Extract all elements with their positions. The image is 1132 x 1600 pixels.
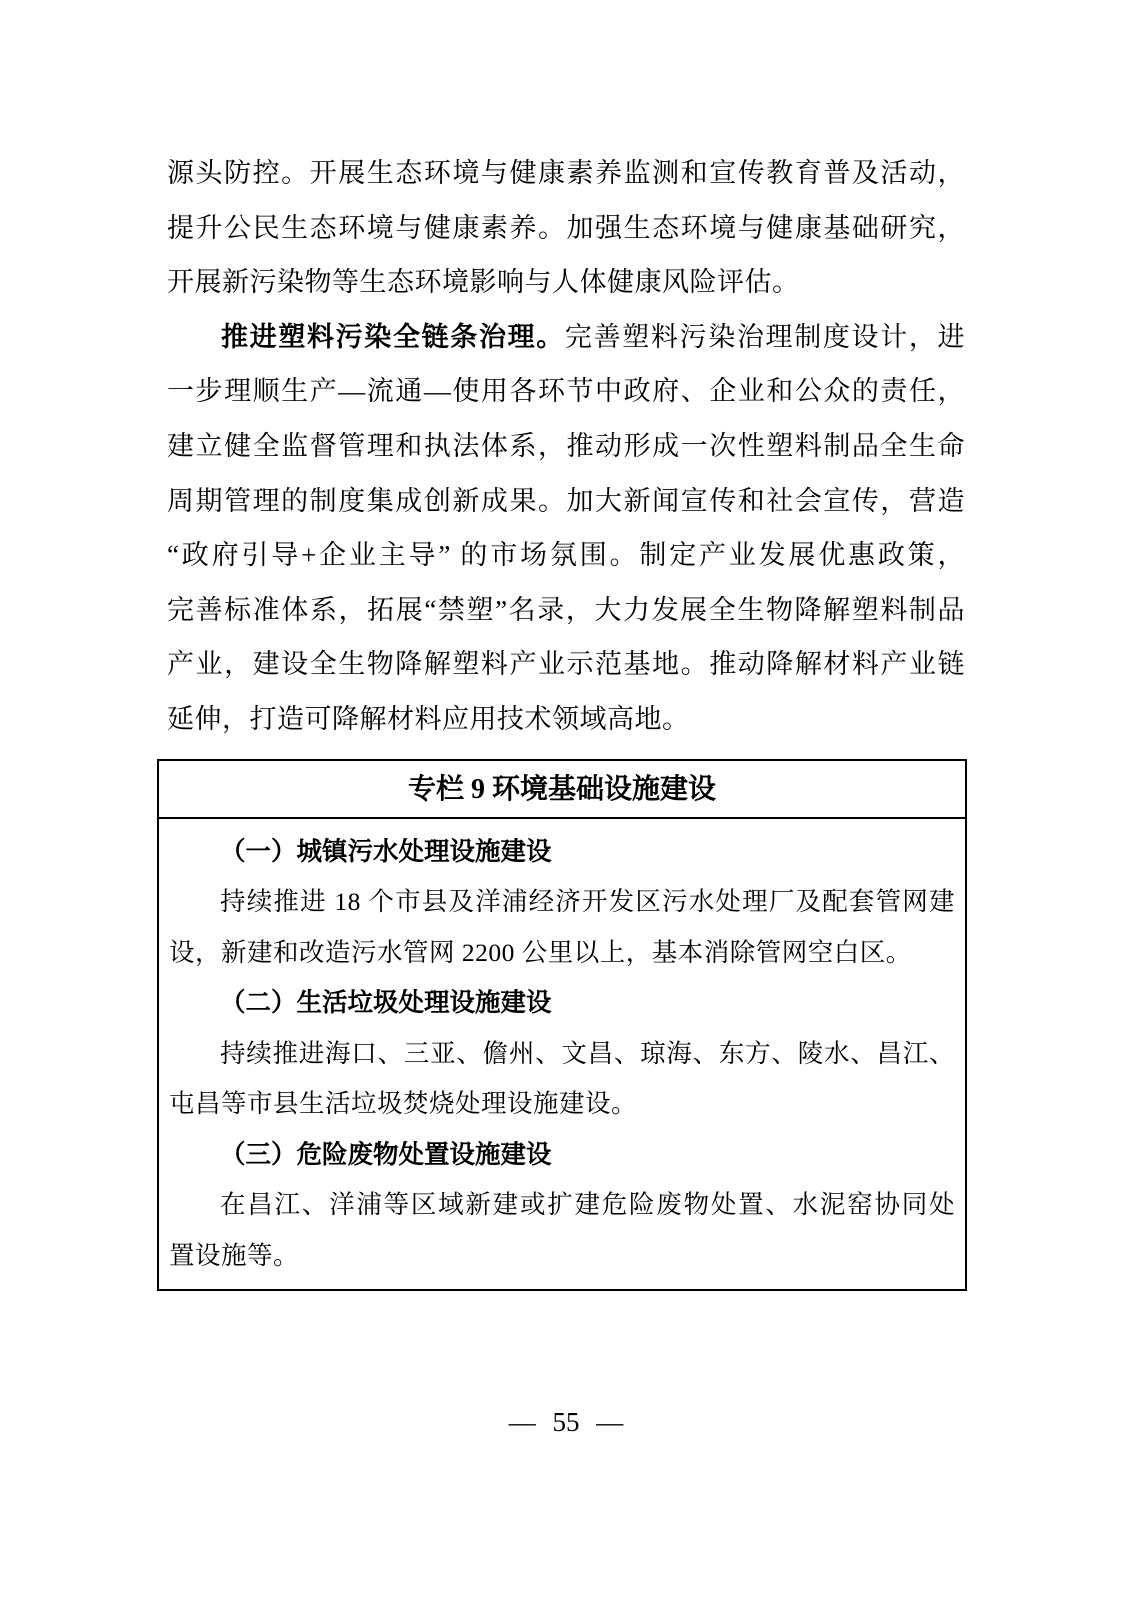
- box-text-line: 持续推进 18 个市县及洋浦经济开发区污水处理厂及配套管网建: [220, 887, 955, 917]
- page-number: — 55 —: [508, 1407, 624, 1437]
- body-text-line: “政府引导+企业主导” 的市场氛围。制定产业发展优惠政策，: [167, 540, 965, 571]
- body-text-line: 建立健全监督管理和执法体系，推动形成一次性塑料制品全生命: [167, 430, 965, 461]
- paragraph-bold-lead: 推进塑料污染全链条治理。: [221, 321, 565, 352]
- page-content: [167, 146, 965, 1291]
- body-text-line: 提升公民生态环境与健康素养。加强生态环境与健康基础研究，: [167, 212, 965, 243]
- box-section-heading: （三）危险废物处置设施建设: [220, 1139, 552, 1169]
- feature-box: [157, 759, 967, 1292]
- box-text-line: 持续推进海口、三亚、儋州、文昌、琼海、东方、陵水、昌江、: [220, 1038, 955, 1068]
- body-text-line: 延伸，打造可降解材料应用技术领域高地。: [167, 703, 690, 734]
- body-text-line: [167, 310, 965, 365]
- box-text-line: 置设施等。: [169, 1240, 300, 1270]
- body-text-line: 周期管理的制度集成创新成果。加大新闻宣传和社会宣传，营造: [167, 485, 965, 516]
- feature-box-title: 专栏 9 环境基础设施建设: [159, 761, 965, 819]
- body-text-line: 开展新污染物等生态环境影响与人体健康风险评估。: [167, 267, 800, 298]
- box-section-heading: （二）生活垃圾处理设施建设: [220, 988, 552, 1018]
- paragraph-lead-rest: 完善塑料污染治理制度设计，进: [564, 321, 966, 352]
- feature-box-body: [159, 819, 965, 1290]
- box-text-line: 屯昌等市县生活垃圾焚烧处理设施建设。: [169, 1089, 638, 1119]
- box-section-heading: （一）城镇污水处理设施建设: [220, 836, 552, 866]
- box-text-line: 设，新建和改造污水管网 2200 公里以上，基本消除管网空白区。: [169, 937, 912, 967]
- body-text-line: 一步理顺生产—流通—使用各环节中政府、企业和公众的责任，: [167, 376, 965, 407]
- body-text-line: 源头防控。开展生态环境与健康素养监测和宣传教育普及活动，: [167, 158, 965, 188]
- body-text-line: 完善标准体系，拓展“禁塑”名录，大力发展全生物降解塑料制品: [167, 594, 965, 625]
- body-text-line: 产业，建设全生物降解塑料产业示范基地。推动降解材料产业链: [167, 649, 965, 680]
- box-text-line: 在昌江、洋浦等区域新建或扩建危险废物处置、水泥窑协同处: [220, 1190, 955, 1220]
